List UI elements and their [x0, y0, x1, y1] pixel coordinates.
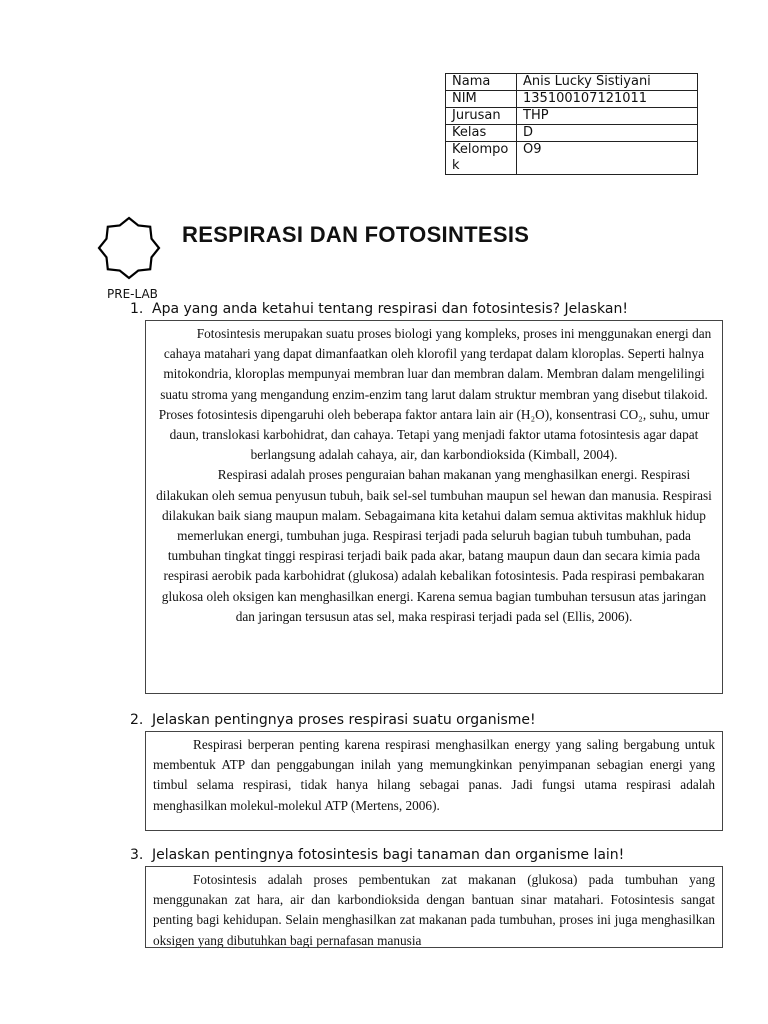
- question-text: Jelaskan pentingnya proses respirasi suatu organisme!: [152, 712, 536, 728]
- info-label: Nama: [446, 74, 517, 91]
- question-2: [130, 712, 536, 728]
- info-value: O9: [517, 142, 698, 175]
- answer-box-2: [145, 731, 723, 831]
- info-row-jurusan: [446, 108, 698, 125]
- answer-box-1: [145, 320, 723, 694]
- question-text: Jelaskan pentingnya fotosintesis bagi tanaman dan organisme lain!: [152, 847, 625, 863]
- question-1: [130, 301, 628, 317]
- answer-box-3: [145, 866, 723, 948]
- answer-paragraph: Fotosintesis merupakan suatu proses biologi yang kompleks, proses ini menggunakan energi dan cahaya matahari yang dapat dimanfaatkan oleh klorofil yang terdapat dalam kloroplas. Seperti halnya mitokondria, kloroplas mempunyai membran luar dan membran dalam. Membran dalam mengelilingi suatu stroma yang mengandung enzim-enzim tang larut dalam struktur membran yang disebut tilakoid. Proses fotosintesis dipengaruhi oleh beberapa faktor antara lain air (H₂O), konsentrasi CO₂, suhu, umur daun, translokasi karbohidrat, dan cahaya. Tetapi yang menjadi faktor utama fotosintesis agar dapat berlangsung adalah cahaya, air, dan karbondioksida (Kimball, 2004).: [158, 326, 712, 463]
- info-row-nama: [446, 74, 698, 91]
- section-label: PRE-LAB: [107, 287, 158, 301]
- info-value: 135100107121011: [517, 91, 698, 108]
- question-text: Apa yang anda ketahui tentang respirasi dan fotosintesis? Jelaskan!: [152, 301, 628, 317]
- student-info-table: [445, 73, 698, 175]
- info-label: Jurusan: [446, 108, 517, 125]
- info-row-kelas: [446, 125, 698, 142]
- info-row-kelompok: [446, 142, 698, 175]
- info-value: THP: [517, 108, 698, 125]
- info-value: Anis Lucky Sistiyani: [517, 74, 698, 91]
- star-icon: [97, 216, 161, 280]
- info-label: NIM: [446, 91, 517, 108]
- info-row-nim: [446, 91, 698, 108]
- info-label: Kelompok: [446, 142, 517, 175]
- question-3: [130, 847, 624, 863]
- answer-paragraph: Respirasi berperan penting karena respirasi menghasilkan energy yang saling bergabung untuk membentuk ATP dan penggabungan inilah yang memungkinkan penyimpanan sebagian energi yang timbul selama respirasi, tidak hanya hilang sebagai panas. Jadi fungsi utama respirasi adalah menghasilkan molekul-molekul ATP (Mertens, 2006).: [153, 737, 715, 813]
- question-number: 1.: [130, 301, 144, 317]
- answer-paragraph: Fotosintesis adalah proses pembentukan zat makanan (glukosa) pada tumbuhan yang menggunakan zat hara, air dan karbondioksida dengan bantuan sinar matahari. Fotosintesis sangat penting bagi kehidupan. Selain menghasilkan zat makanan pada tumbuhan, proses ini juga menghasilkan oksigen yang dibutuhkan bagi pernafasan manusia: [153, 872, 715, 948]
- info-label: Kelas: [446, 125, 517, 142]
- info-value: D: [517, 125, 698, 142]
- answer-paragraph: Respirasi adalah proses penguraian bahan makanan yang menghasilkan energi. Respirasi dilakukan oleh semua penyusun tubuh, baik sel-sel tumbuhan maupun sel hewan dan manusia. Respirasi dilakukan baik siang maupun malam. Sebagaimana kita ketahui dalam semua aktivitas makhluk hidup memerlukan energi, tumbuhan juga. Respirasi terjadi pada seluruh bagian tubuh tumbuhan, pada tumbuhan tingkat tinggi respirasi terjadi baik pada akar, batang maupun daun dan secara kimia pada respirasi aerobik pada karbohidrat (glukosa) adalah kebalikan fotosintesis. Pada respirasi pembakaran glukosa oleh oksigen kan menghasilkan energi. Karena semua bagian tumbuhan tersusun atas jaringan dan jaringan tersusun atas sel, maka respirasi terjadi pada sel (Ellis, 2006).: [156, 467, 712, 624]
- page-title: RESPIRASI DAN FOTOSINTESIS: [182, 222, 530, 247]
- question-number: 2.: [130, 712, 144, 728]
- question-number: 3.: [130, 847, 144, 863]
